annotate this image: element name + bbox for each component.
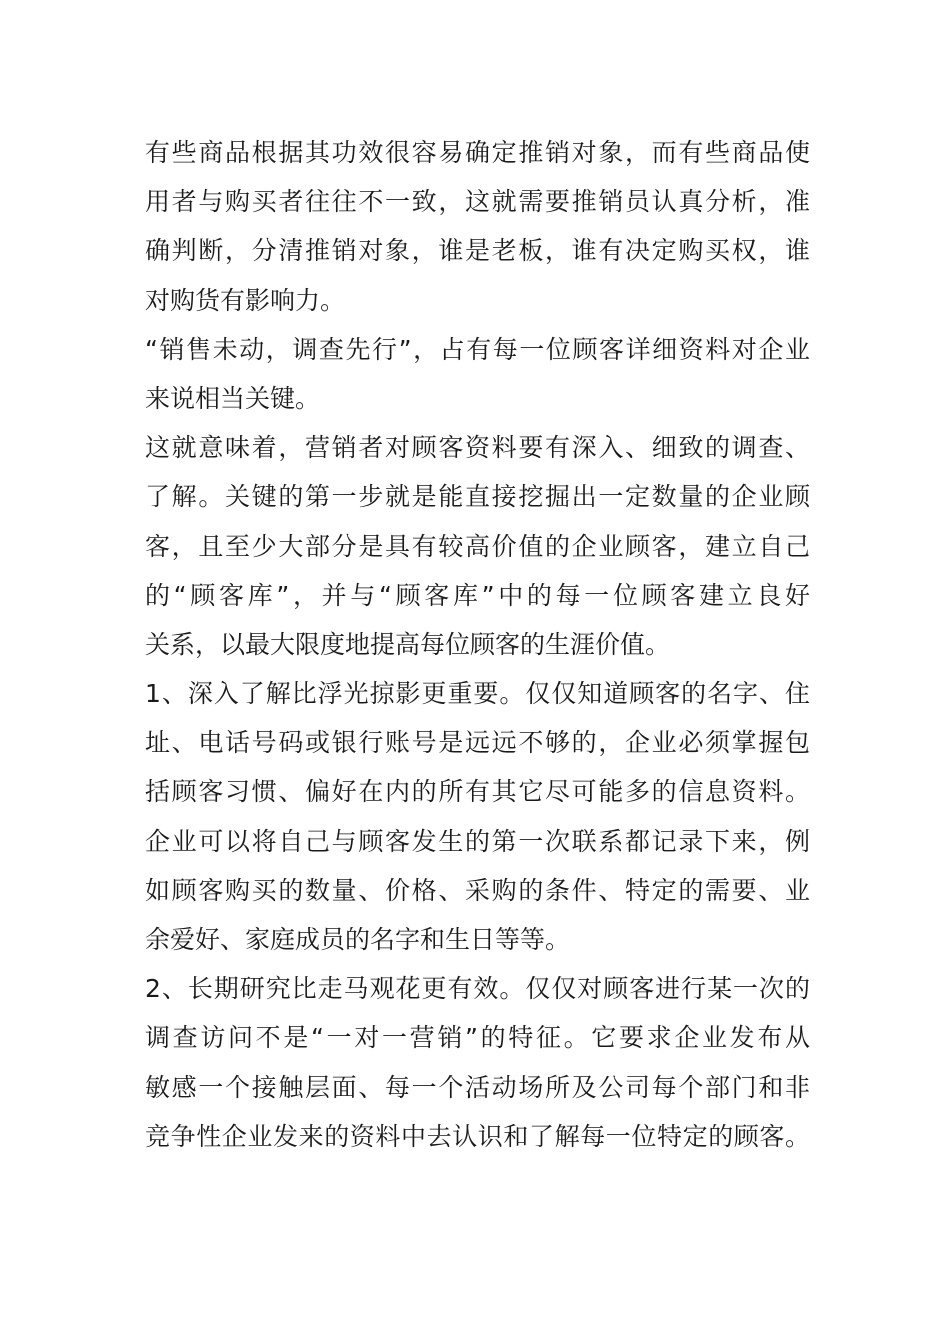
text-line: 2、长期研究比走马观花更有效。仅仅对顾客进行某一次的 [145,974,810,1004]
text-line: 余爱好、家庭成员的名字和生日等等。 [145,925,571,954]
text-line: 来说相当关键。 [145,383,321,413]
text-line: 有些商品根据其功效很容易确定推销对象，而有些商品使 [145,138,810,167]
text-line: 敏感一个接触层面、每一个活动场所及公司每个部门和非 [145,1072,810,1102]
text-line: 这就意味着，营销者对顾客资料要有深入、细致的调查、 [145,433,810,463]
text-line: 的“顾客库”，并与“顾客库”中的每一位顾客建立良好 [145,580,810,610]
text-line: 客，且至少大部分是具有较高价值的企业顾客，建立自己 [145,531,810,561]
text-line: 竞争性企业发来的资料中去认识和了解每一位特定的顾客。 [145,1121,810,1151]
text-line: 对购货有影响力。 [145,285,346,315]
text-line: 企业可以将自己与顾客发生的第一次联系都记录下来，例 [145,826,810,856]
text-line: 1、深入了解比浮光掠影更重要。仅仅知道顾客的名字、住 [145,679,810,709]
text-line: 关系，以最大限度地提高每位顾客的生涯价值。 [145,629,671,659]
text-line: 括顾客习惯、偏好在内的所有其它尽可能多的信息资料。 [145,777,810,807]
text-line: 了解。关键的第一步就是能直接挖掘出一定数量的企业顾 [145,482,810,512]
text-line: 用者与购买者往往不一致，这就需要推销员认真分析，准 [145,187,810,217]
text-line: 确判断，分清推销对象，谁是老板，谁有决定购买权，谁 [145,236,810,266]
text-line: 址、电话号码或银行账号是远远不够的，企业必须掌握包 [145,728,810,758]
document-body [145,128,810,1161]
text-line: 调查访问不是“一对一营销”的特征。它要求企业发布从 [145,1023,810,1053]
text-line: 如顾客购买的数量、价格、采购的条件、特定的需要、业 [145,875,810,905]
text-line: “销售未动，调查先行”，占有每一位顾客详细资料对企业 [145,334,810,364]
